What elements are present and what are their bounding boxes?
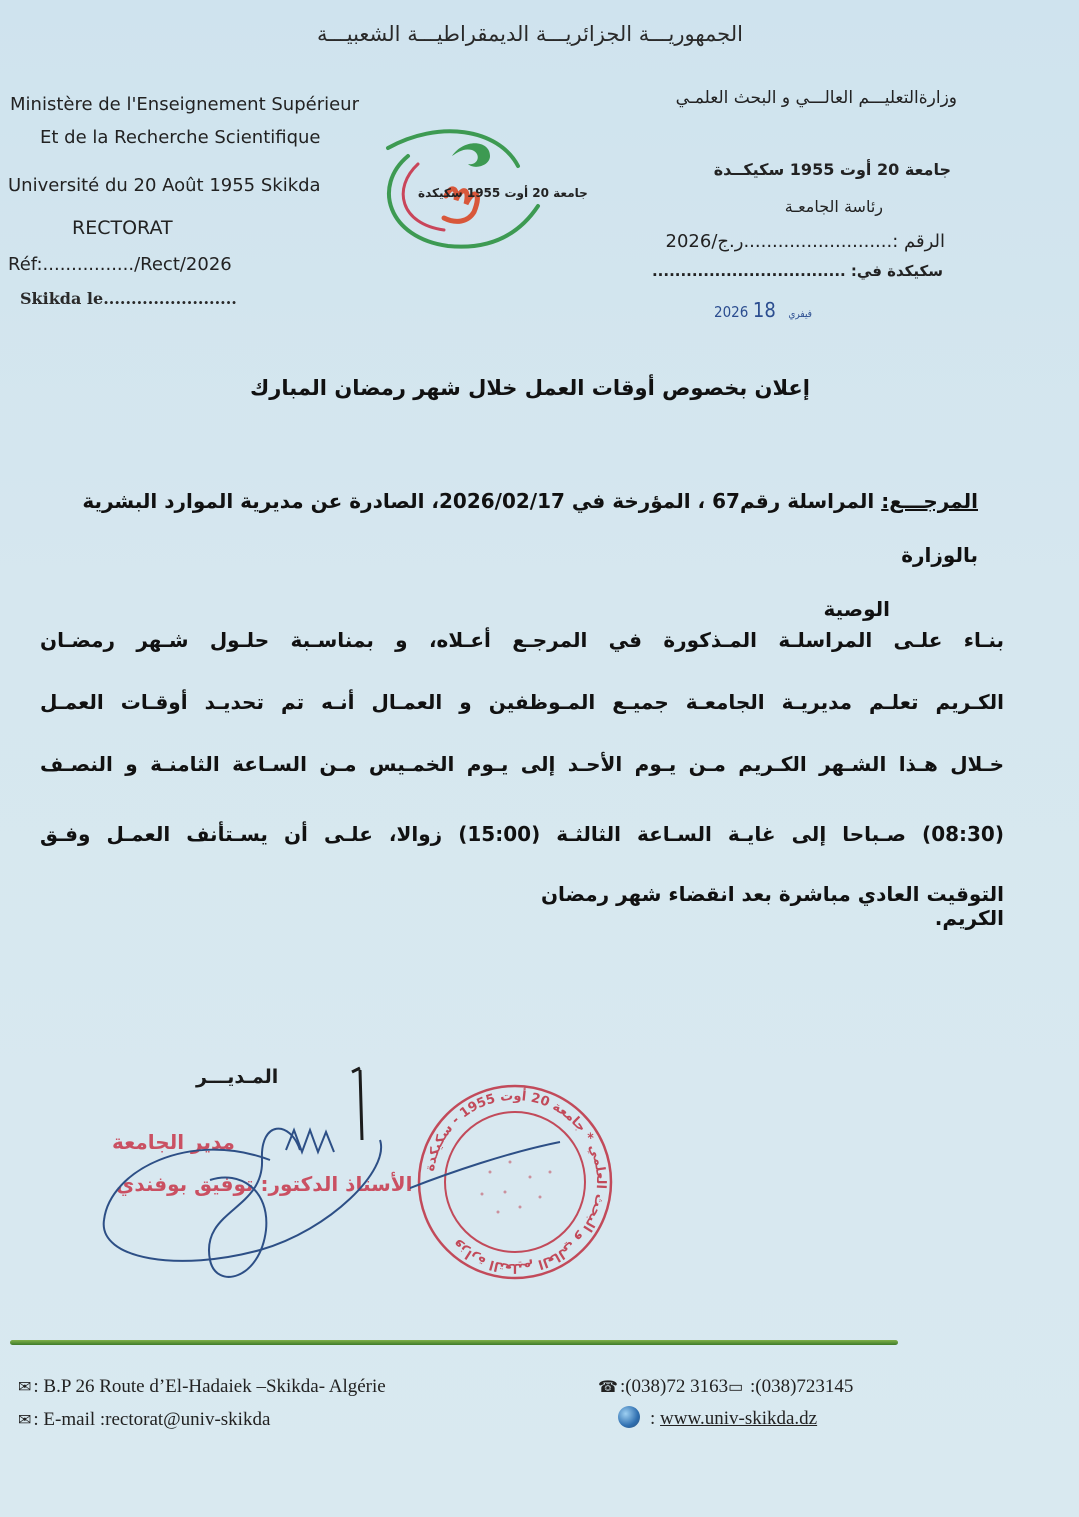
republic-heading: الجمهوريـــة الجزائريـــة الديمقراطيـــة الشعبيـــة xyxy=(317,22,743,46)
ministry-fr-line1: Ministère de l'Enseignement Supérieur xyxy=(10,94,359,115)
body-line: الكـريم تعلـم مديريـة الجامعـة جميـع المـوظفين و العمـال أنـه تم تحديـد أوقـات العمـل xyxy=(40,690,1004,714)
rectorat-ar: رئاسة الجامعـة xyxy=(784,197,883,216)
website-prefix: : xyxy=(650,1408,661,1429)
director-label: المـديـــر xyxy=(196,1066,279,1088)
ministry-fr-line2: Et de la Recherche Scientifique xyxy=(40,127,321,148)
date-stamp-year: 2026 xyxy=(714,303,749,321)
ministry-ar: وزارةالتعليـــم العالـــي و البحث العلمـي xyxy=(675,88,957,108)
phone-icon: ☎ xyxy=(598,1379,618,1396)
logo-text: جامعة 20 أوت 1955 سكيكدة xyxy=(418,186,588,200)
reference-fr: Réf:................/Rect/2026 xyxy=(8,254,232,275)
place-date-ar: سكيكدة في: .................................. xyxy=(651,262,943,280)
announcement-title: إعلان بخصوص أوقات العمل خلال شهر رمضان المبارك xyxy=(250,376,810,400)
reference-ar: الرقم :..........................ر.ج/2026 xyxy=(665,231,945,252)
date-fr: Skikda le........................ xyxy=(20,289,237,308)
footer-divider xyxy=(10,1340,898,1345)
footer-address xyxy=(18,1376,386,1398)
date-stamp-month: فيفري xyxy=(788,309,812,320)
rectorat-fr: RECTORAT xyxy=(72,217,173,239)
body-line: خـلال هـذا الشـهر الكـريم مـن يـوم الأحـد إلى يـوم الخمـيس مـن السـاعة الثامنـة و النصـف xyxy=(40,752,1004,776)
reference-text: المراسلة رقم67 ، المؤرخة في 2026/02/17، الصادرة عن مديرية الموارد البشرية بالوزارة xyxy=(82,489,978,567)
footer-website xyxy=(618,1406,817,1430)
reference-label: المرجـــع: xyxy=(881,489,978,513)
reference-line2: الوصية xyxy=(823,597,890,621)
mailbox-icon: ✉ xyxy=(18,1379,32,1396)
email-icon: ✉ xyxy=(18,1412,32,1429)
globe-icon xyxy=(618,1406,640,1428)
stamp-title: مدير الجامعة xyxy=(112,1130,235,1154)
seal-text: وزارة التعليم العالي و البحث العلمي * جامعة 20 أوت 1955 - سكيكدة xyxy=(422,1088,609,1276)
stamp-name: الأستاذ الدكتور: توفيق بوفندي xyxy=(116,1172,413,1196)
date-stamp-day: 18 xyxy=(752,298,776,322)
date-stamp xyxy=(714,298,820,322)
footer-phone xyxy=(598,1376,853,1398)
body-line: التوقيت العادي مباشرة بعد انقضاء شهر رمضان الكريم. xyxy=(540,882,1004,930)
reference-line1 xyxy=(64,474,978,582)
university-ar: جامعة 20 أوت 1955 سكيكــدة xyxy=(713,160,951,179)
body-line: (08:30) صـباحا إلى غايـة السـاعة الثالثـة (15:00) زوالا، علـى أن يسـتأنف العمـل وفـق xyxy=(40,822,1004,846)
body-line: بنـاء علـى المراسلـة المـذكورة في المرجـع أعـلاه، و بمناسـبة حلـول شـهر رمضـان xyxy=(40,628,1004,652)
website-link[interactable]: www.univ-skikda.dz xyxy=(660,1408,818,1429)
fax-text: :(038)723145 xyxy=(745,1376,854,1397)
official-seal xyxy=(410,1082,620,1282)
fax-icon: ▭ xyxy=(728,1379,744,1396)
address-text: : B.P 26 Route d’El-Hadaiek –Skikda- Algérie xyxy=(33,1376,386,1397)
university-fr: Université du 20 Août 1955 Skikda xyxy=(8,175,321,196)
email-text: : E-mail :rectorat@univ-skikda xyxy=(33,1409,271,1430)
footer-email xyxy=(18,1409,270,1431)
handwritten-signature xyxy=(90,1060,430,1290)
svg-text:وزارة التعليم العالي و البحث ا xyxy=(423,1087,608,1275)
phone-text: :(038)72 3163 xyxy=(619,1376,729,1397)
reference-block xyxy=(64,474,978,636)
